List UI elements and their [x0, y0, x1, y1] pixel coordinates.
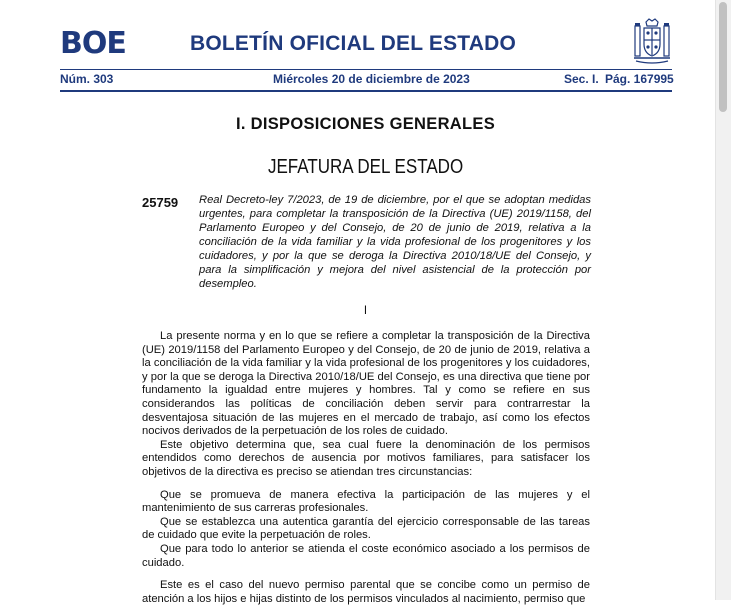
- paragraph: La presente norma y en lo que se refiere a completar la transposición de la Directiva (UE) 2019/1158 del Parlamento Europeo y del Consejo, de 20 de junio de 2019, relativa a la conciliación de la vida familiar y la vida profesional de los progenitores y los cuidadores, y por la que se deroga la Directiva 2010/18/UE del Consejo, es una directiva que tiene por fundamento la igualdad entre mujeres y hombres. Tal y como se refiere en sus considerandos las políticas de conciliación deben servir para contrarrestar la desventajosa situación de las mujeres en el mercado de trabajo, así como los efectos nocivos derivados de la perpetuación de los roles de cuidado.: [142, 330, 590, 438]
- chapter-numeral: I: [363, 305, 368, 317]
- disposition-title: Real Decreto-ley 7/2023, de 19 de diciembre, por el que se adoptan medidas urgentes, para completar la transposición de la Directiva (UE) 2019/1158, del Parlamento Europeo y del Consejo, de 20 de junio de 2019, relativa a la conciliación de la vida familiar y la vida profesional de los progenitores y los cuidadores, y por la que se deroga la Directiva 2010/18/UE del Consejo, y para la simplificación y mejora del nivel asistencial de la protección por desempleo.: [199, 194, 591, 290]
- paragraph: Que se establezca una autentica garantía del ejercicio corresponsable de las tareas de cuidado que evite la perpetuación de roles.: [142, 515, 590, 542]
- header-rule-bottom: [60, 90, 672, 92]
- disposition-number: 25759: [142, 195, 179, 210]
- scrollbar-thumb[interactable]: [719, 2, 727, 112]
- paragraph: Que se promueva de manera efectiva la participación de las mujeres y el mantenimiento de sus carreras profesionales.: [142, 488, 590, 515]
- page-number: Pág. 167995: [605, 72, 674, 86]
- paragraph: Que para todo lo anterior se atienda el coste económico asociado a los permisos de cuidado.: [142, 542, 590, 569]
- coat-of-arms-icon: [633, 18, 671, 64]
- issue-number: Núm. 303: [60, 72, 114, 86]
- section-heading: I. DISPOSICIONES GENERALES: [235, 115, 495, 133]
- boe-logo: [60, 28, 126, 60]
- issue-date: Miércoles 20 de diciembre de 2023: [273, 72, 470, 86]
- body-text: [142, 330, 590, 606]
- vertical-scrollbar[interactable]: [715, 0, 731, 600]
- section-label: Sec. I.: [564, 72, 599, 86]
- paragraph: Este objetivo determina que, sea cual fuere la denominación de los permisos entendidos como derechos de ausencia por motivos familiares, para satisfacer los objetivos de la directiva es preciso se atiendan tres circunstancias:: [142, 438, 590, 478]
- header-rule-top: [60, 69, 672, 70]
- organ-heading: JEFATURA DEL ESTADO: [267, 156, 464, 178]
- paragraph: Este es el caso del nuevo permiso parental que se concibe como un permiso de atención a los hijos e hijas distinto de los permisos vinculados al nacimiento, permiso que: [142, 579, 590, 605]
- boe-logo-text: BOE: [60, 26, 126, 61]
- bulletin-title: BOLETÍN OFICIAL DEL ESTADO: [190, 32, 517, 55]
